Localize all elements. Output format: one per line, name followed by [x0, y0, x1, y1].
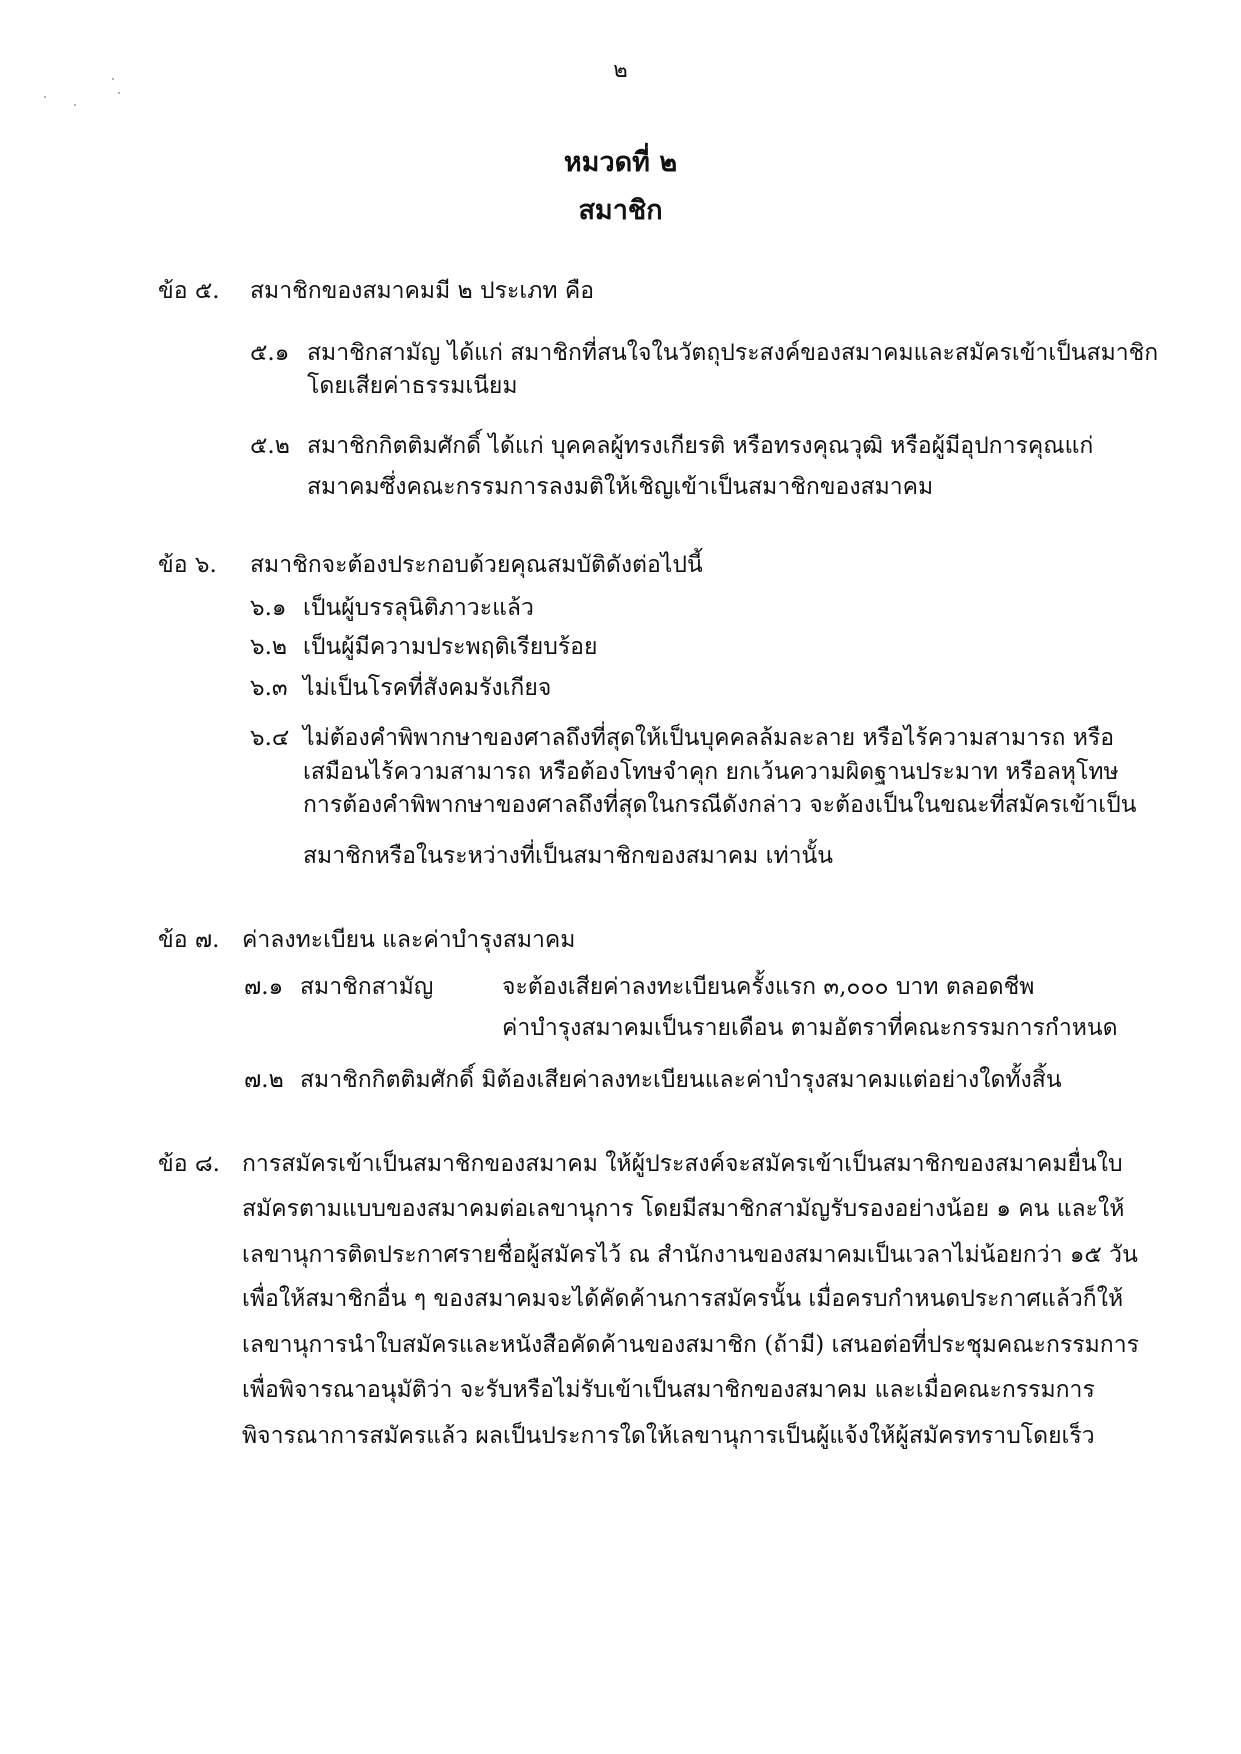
scan-speck: [118, 92, 120, 94]
chapter-title: สมาชิก: [578, 195, 663, 226]
item-6-4-line: การต้องคำพิพากษาของศาลถึงที่สุดในกรณีดังกล่าว จะต้องเป็นในขณะที่สมัครเข้าเป็น: [303, 792, 1137, 818]
item-6-4-number: ๖.๔: [250, 725, 290, 751]
item-5-2-line: สมาชิกกิตติมศักดิ์ ได้แก่ บุคคลผู้ทรงเกียรติ หรือทรงคุณวุฒิ หรือผู้มีอุปการคุณแก่: [307, 433, 1094, 459]
item-7-2-text: สมาชิกกิตติมศักดิ์ มิต้องเสียค่าลงทะเบียนและค่าบำรุงสมาคมแต่อย่างใดทั้งสิ้น: [300, 1067, 1062, 1093]
item-6-4-line: สมาชิกหรือในระหว่างที่เป็นสมาชิกของสมาคม เท่านั้น: [303, 843, 833, 869]
item-5-2-number: ๕.๒: [250, 433, 290, 459]
item-7-1-line: จะต้องเสียค่าลงทะเบียนครั้งแรก ๓,๐๐๐ บาท ตลอดชีพ: [502, 974, 1035, 1000]
item-7-1-line: ค่าบำรุงสมาคมเป็นรายเดือน ตามอัตราที่คณะกรรมการกำหนด: [502, 1015, 1118, 1041]
section-6-label: ข้อ ๖.: [158, 552, 217, 578]
item-6-4-line: ไม่ต้องคำพิพากษาของศาลถึงที่สุดให้เป็นบุคคลล้มละลาย หรือไร้ความสามารถ หรือ: [303, 725, 1115, 751]
scan-speck: [44, 96, 46, 98]
item-7-1-number: ๗.๑: [244, 974, 284, 1000]
chapter-heading: หมวดที่ ๒: [563, 147, 678, 178]
section-7-text: ค่าลงทะเบียน และค่าบำรุงสมาคม: [242, 927, 576, 953]
item-6-3-text: ไม่เป็นโรคที่สังคมรังเกียจ: [303, 675, 552, 701]
item-5-1-number: ๕.๑: [250, 340, 290, 366]
section-8-line: เลขานุการติดประกาศรายชื่อผู้สมัครไว้ ณ สำนักงานของสมาคมเป็นเวลาไม่น้อยกว่า ๑๕ วัน: [242, 1242, 1138, 1268]
item-5-1-line: โดยเสียค่าธรรมเนียม: [307, 373, 518, 399]
item-6-3-number: ๖.๓: [250, 675, 288, 701]
section-8-line: เพื่อให้สมาชิกอื่น ๆ ของสมาคมจะได้คัดค้านการสมัครนั้น เมื่อครบกำหนดประกาศแล้วก็ให้: [242, 1286, 1124, 1312]
section-7-label: ข้อ ๗.: [158, 927, 220, 953]
section-6-text: สมาชิกจะต้องประกอบด้วยคุณสมบัติดังต่อไปนี้: [250, 552, 703, 578]
item-5-1-line: สมาชิกสามัญ ได้แก่ สมาชิกที่สนใจในวัตถุประสงค์ของสมาคมและสมัครเข้าเป็นสมาชิก: [307, 340, 1159, 366]
item-6-4-line: เสมือนไร้ความสามารถ หรือต้องโทษจำคุก ยกเว้นความผิดฐานประมาท หรือลหุโทษ: [303, 759, 1119, 785]
section-8-line: เลขานุการนำใบสมัครและหนังสือคัดค้านของสมาชิก (ถ้ามี) เสนอต่อที่ประชุมคณะกรรมการ: [242, 1332, 1139, 1358]
section-5-label: ข้อ ๕.: [158, 278, 220, 304]
section-8-label: ข้อ ๘.: [158, 1151, 220, 1177]
item-6-1-text: เป็นผู้บรรลุนิติภาวะแล้ว: [303, 595, 534, 621]
section-8-line: สมัครตามแบบของสมาคมต่อเลขานุการ โดยมีสมาชิกสามัญรับรองอย่างน้อย ๑ คน และให้: [242, 1196, 1125, 1222]
item-6-2-text: เป็นผู้มีความประพฤติเรียบร้อย: [303, 634, 598, 660]
item-7-1-name: สมาชิกสามัญ: [300, 974, 434, 1000]
section-5-text: สมาชิกของสมาคมมี ๒ ประเภท คือ: [250, 278, 595, 304]
item-6-1-number: ๖.๑: [250, 595, 287, 621]
item-6-2-number: ๖.๒: [250, 634, 288, 660]
section-8-line: การสมัครเข้าเป็นสมาชิกของสมาคม ให้ผู้ประสงค์จะสมัครเข้าเป็นสมาชิกของสมาคมยื่นใบ: [242, 1151, 1123, 1177]
section-8-line: เพื่อพิจารณาอนุมัติว่า จะรับหรือไม่รับเข้าเป็นสมาชิกของสมาคม และเมื่อคณะกรรมการ: [242, 1377, 1095, 1403]
item-5-2-line: สมาคมซึ่งคณะกรรมการลงมติให้เชิญเข้าเป็นสมาชิกของสมาคม: [307, 474, 934, 500]
section-8-line: พิจารณาการสมัครแล้ว ผลเป็นประการใดให้เลขานุการเป็นผู้แจ้งให้ผู้สมัครทราบโดยเร็ว: [242, 1423, 1095, 1449]
scan-speck: [74, 104, 76, 106]
page-number: ๒: [613, 58, 628, 83]
item-7-2-number: ๗.๒: [244, 1067, 284, 1093]
